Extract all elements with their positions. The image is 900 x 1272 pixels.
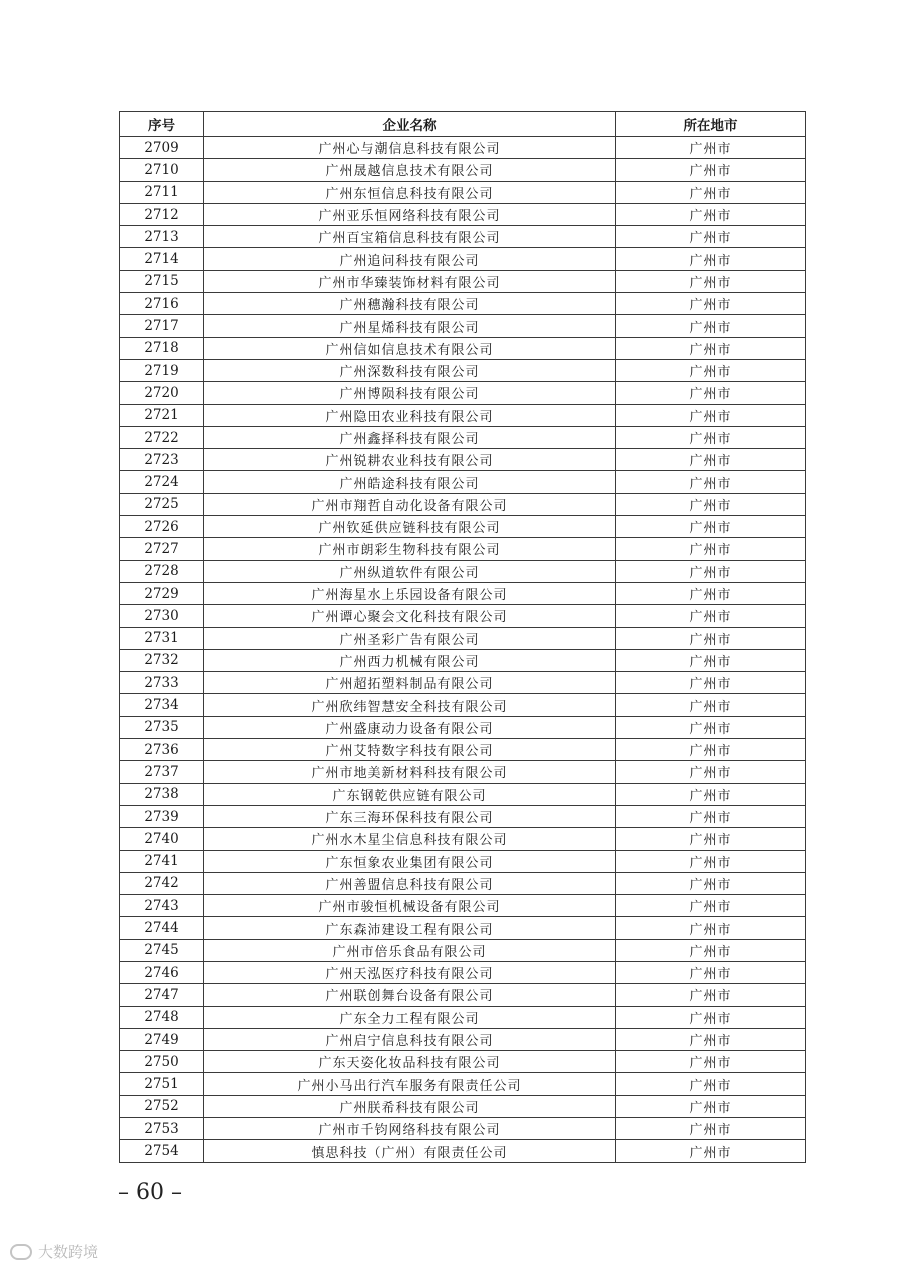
cell-city: 广州市	[616, 1028, 806, 1050]
cell-serial-number: 2745	[120, 939, 204, 961]
cell-city: 广州市	[616, 426, 806, 448]
table-row	[120, 1095, 806, 1117]
cell-serial-number: 2738	[120, 783, 204, 805]
cell-serial-number: 2716	[120, 293, 204, 315]
cell-company-name: 广东天姿化妆品科技有限公司	[204, 1051, 616, 1073]
cell-city: 广州市	[616, 159, 806, 181]
cell-company-name: 广州隐田农业科技有限公司	[204, 404, 616, 426]
cell-city: 广州市	[616, 939, 806, 961]
cell-city: 广州市	[616, 961, 806, 983]
cell-city: 广州市	[616, 560, 806, 582]
cell-serial-number: 2729	[120, 582, 204, 604]
company-table	[119, 111, 806, 1163]
cell-city: 广州市	[616, 783, 806, 805]
cell-company-name: 广东恒象农业集团有限公司	[204, 850, 616, 872]
cell-city: 广州市	[616, 1073, 806, 1095]
cell-city: 广州市	[616, 984, 806, 1006]
cell-city: 广州市	[616, 404, 806, 426]
cell-company-name: 广东三海环保科技有限公司	[204, 805, 616, 827]
cell-serial-number: 2719	[120, 359, 204, 381]
table-row	[120, 493, 806, 515]
cell-serial-number: 2709	[120, 137, 204, 159]
table-row	[120, 203, 806, 225]
cell-serial-number: 2722	[120, 426, 204, 448]
cell-serial-number: 2753	[120, 1118, 204, 1140]
cell-serial-number: 2747	[120, 984, 204, 1006]
cell-city: 广州市	[616, 1095, 806, 1117]
header-company-name: 企业名称	[204, 112, 616, 137]
table-row	[120, 137, 806, 159]
table-row	[120, 850, 806, 872]
cell-serial-number: 2742	[120, 872, 204, 894]
cell-city: 广州市	[616, 270, 806, 292]
table-row	[120, 1006, 806, 1028]
table-row	[120, 895, 806, 917]
cell-city: 广州市	[616, 649, 806, 671]
cell-company-name: 广州信如信息技术有限公司	[204, 337, 616, 359]
cell-city: 广州市	[616, 471, 806, 493]
table-header-row	[120, 112, 806, 137]
cell-serial-number: 2724	[120, 471, 204, 493]
cell-serial-number: 2735	[120, 716, 204, 738]
cell-company-name: 广州晟越信息技术有限公司	[204, 159, 616, 181]
cell-company-name: 广州市翔哲自动化设备有限公司	[204, 493, 616, 515]
cell-serial-number: 2718	[120, 337, 204, 359]
cell-serial-number: 2712	[120, 203, 204, 225]
table-row	[120, 1073, 806, 1095]
cell-company-name: 广州天泓医疗科技有限公司	[204, 961, 616, 983]
cell-serial-number: 2728	[120, 560, 204, 582]
cell-serial-number: 2711	[120, 181, 204, 203]
cell-serial-number: 2726	[120, 516, 204, 538]
table-row	[120, 337, 806, 359]
table-row	[120, 560, 806, 582]
cell-city: 广州市	[616, 1118, 806, 1140]
cell-city: 广州市	[616, 1140, 806, 1162]
cell-serial-number: 2727	[120, 538, 204, 560]
cell-serial-number: 2751	[120, 1073, 204, 1095]
cell-serial-number: 2725	[120, 493, 204, 515]
table-row	[120, 805, 806, 827]
table-body	[120, 137, 806, 1163]
table-row	[120, 828, 806, 850]
table-row	[120, 716, 806, 738]
cell-serial-number: 2714	[120, 248, 204, 270]
cell-company-name: 慎思科技（广州）有限责任公司	[204, 1140, 616, 1162]
cell-company-name: 广州追问科技有限公司	[204, 248, 616, 270]
cell-city: 广州市	[616, 248, 806, 270]
cell-company-name: 广东森沛建设工程有限公司	[204, 917, 616, 939]
cell-city: 广州市	[616, 895, 806, 917]
cell-company-name: 广东钢乾供应链有限公司	[204, 783, 616, 805]
cell-company-name: 广州市倍乐食品有限公司	[204, 939, 616, 961]
cell-company-name: 广州西力机械有限公司	[204, 649, 616, 671]
cell-company-name: 广州鑫择科技有限公司	[204, 426, 616, 448]
cell-serial-number: 2733	[120, 672, 204, 694]
cell-company-name: 广州穗瀚科技有限公司	[204, 293, 616, 315]
cell-serial-number: 2752	[120, 1095, 204, 1117]
cell-company-name: 广州市千钧网络科技有限公司	[204, 1118, 616, 1140]
cell-serial-number: 2750	[120, 1051, 204, 1073]
cell-company-name: 广州海星水上乐园设备有限公司	[204, 582, 616, 604]
table-row	[120, 694, 806, 716]
cell-serial-number: 2743	[120, 895, 204, 917]
cell-city: 广州市	[616, 382, 806, 404]
cell-serial-number: 2732	[120, 649, 204, 671]
cell-company-name: 广州市骏恒机械设备有限公司	[204, 895, 616, 917]
cell-serial-number: 2713	[120, 226, 204, 248]
table-row	[120, 649, 806, 671]
table-row	[120, 627, 806, 649]
watermark	[10, 1241, 98, 1262]
table-row	[120, 1028, 806, 1050]
cell-city: 广州市	[616, 716, 806, 738]
table-row	[120, 293, 806, 315]
cell-city: 广州市	[616, 493, 806, 515]
cell-company-name: 广州朕希科技有限公司	[204, 1095, 616, 1117]
cell-city: 广州市	[616, 605, 806, 627]
cell-company-name: 广州纵道软件有限公司	[204, 560, 616, 582]
cell-serial-number: 2717	[120, 315, 204, 337]
table-row	[120, 404, 806, 426]
cell-city: 广州市	[616, 293, 806, 315]
cell-serial-number: 2748	[120, 1006, 204, 1028]
cell-city: 广州市	[616, 850, 806, 872]
table-row	[120, 270, 806, 292]
cell-company-name: 广州谭心聚会文化科技有限公司	[204, 605, 616, 627]
watermark-text: 大数跨境	[38, 1243, 99, 1261]
cell-serial-number: 2744	[120, 917, 204, 939]
cell-city: 广州市	[616, 582, 806, 604]
cell-company-name: 广州博陨科技有限公司	[204, 382, 616, 404]
cell-serial-number: 2710	[120, 159, 204, 181]
table-row	[120, 226, 806, 248]
cell-city: 广州市	[616, 694, 806, 716]
watermark-logo-icon	[10, 1244, 32, 1260]
cell-city: 广州市	[616, 538, 806, 560]
table-row	[120, 939, 806, 961]
cell-serial-number: 2746	[120, 961, 204, 983]
table-row	[120, 917, 806, 939]
table-row	[120, 984, 806, 1006]
cell-company-name: 广州亚乐恒网络科技有限公司	[204, 203, 616, 225]
table-row	[120, 248, 806, 270]
table-row	[120, 1140, 806, 1162]
cell-company-name: 广州东恒信息科技有限公司	[204, 181, 616, 203]
cell-serial-number: 2715	[120, 270, 204, 292]
cell-serial-number: 2749	[120, 1028, 204, 1050]
table-row	[120, 1118, 806, 1140]
cell-city: 广州市	[616, 337, 806, 359]
header-serial-number: 序号	[120, 112, 204, 137]
table-row	[120, 516, 806, 538]
cell-company-name: 广州联创舞台设备有限公司	[204, 984, 616, 1006]
cell-city: 广州市	[616, 761, 806, 783]
cell-company-name: 广州深数科技有限公司	[204, 359, 616, 381]
table-row	[120, 159, 806, 181]
cell-serial-number: 2720	[120, 382, 204, 404]
table-row	[120, 1051, 806, 1073]
cell-city: 广州市	[616, 226, 806, 248]
cell-company-name: 广州艾特数字科技有限公司	[204, 739, 616, 761]
cell-company-name: 广州钦延供应链科技有限公司	[204, 516, 616, 538]
table-row	[120, 538, 806, 560]
cell-serial-number: 2741	[120, 850, 204, 872]
cell-city: 广州市	[616, 805, 806, 827]
cell-company-name: 广州百宝箱信息科技有限公司	[204, 226, 616, 248]
cell-city: 广州市	[616, 917, 806, 939]
cell-company-name: 广州水木星尘信息科技有限公司	[204, 828, 616, 850]
cell-company-name: 广州星烯科技有限公司	[204, 315, 616, 337]
cell-city: 广州市	[616, 872, 806, 894]
cell-company-name: 广州市朗彩生物科技有限公司	[204, 538, 616, 560]
table-row	[120, 783, 806, 805]
cell-company-name: 广州心与潮信息科技有限公司	[204, 137, 616, 159]
cell-serial-number: 2739	[120, 805, 204, 827]
cell-city: 广州市	[616, 1006, 806, 1028]
cell-company-name: 广州善盟信息科技有限公司	[204, 872, 616, 894]
table-row	[120, 761, 806, 783]
table-row	[120, 359, 806, 381]
table-row	[120, 426, 806, 448]
cell-city: 广州市	[616, 627, 806, 649]
table-row	[120, 739, 806, 761]
cell-company-name: 广州小马出行汽车服务有限责任公司	[204, 1073, 616, 1095]
cell-serial-number: 2734	[120, 694, 204, 716]
cell-serial-number: 2723	[120, 449, 204, 471]
cell-city: 广州市	[616, 181, 806, 203]
cell-city: 广州市	[616, 359, 806, 381]
cell-company-name: 广州启宁信息科技有限公司	[204, 1028, 616, 1050]
cell-city: 广州市	[616, 315, 806, 337]
cell-city: 广州市	[616, 516, 806, 538]
page-number: – 60 –	[118, 1180, 182, 1205]
table-row	[120, 872, 806, 894]
cell-city: 广州市	[616, 739, 806, 761]
table-row	[120, 181, 806, 203]
cell-city: 广州市	[616, 203, 806, 225]
cell-company-name: 广州圣彩广告有限公司	[204, 627, 616, 649]
table-row	[120, 449, 806, 471]
cell-serial-number: 2737	[120, 761, 204, 783]
table-row	[120, 471, 806, 493]
cell-company-name: 广州欣纬智慧安全科技有限公司	[204, 694, 616, 716]
cell-city: 广州市	[616, 1051, 806, 1073]
table-row	[120, 672, 806, 694]
cell-company-name: 广州市华臻装饰材料有限公司	[204, 270, 616, 292]
cell-city: 广州市	[616, 828, 806, 850]
cell-serial-number: 2730	[120, 605, 204, 627]
cell-company-name: 广州超拓塑料制品有限公司	[204, 672, 616, 694]
table-row	[120, 382, 806, 404]
cell-serial-number: 2754	[120, 1140, 204, 1162]
table-row	[120, 961, 806, 983]
header-city: 所在地市	[616, 112, 806, 137]
cell-serial-number: 2740	[120, 828, 204, 850]
cell-city: 广州市	[616, 137, 806, 159]
cell-company-name: 广州锐耕农业科技有限公司	[204, 449, 616, 471]
cell-company-name: 广州盛康动力设备有限公司	[204, 716, 616, 738]
cell-company-name: 广州皓途科技有限公司	[204, 471, 616, 493]
cell-serial-number: 2721	[120, 404, 204, 426]
table-row	[120, 605, 806, 627]
cell-serial-number: 2736	[120, 739, 204, 761]
cell-city: 广州市	[616, 449, 806, 471]
table-row	[120, 315, 806, 337]
cell-serial-number: 2731	[120, 627, 204, 649]
company-table-wrapper	[119, 111, 805, 1163]
table-row	[120, 582, 806, 604]
cell-city: 广州市	[616, 672, 806, 694]
cell-company-name: 广东全力工程有限公司	[204, 1006, 616, 1028]
cell-company-name: 广州市地美新材料科技有限公司	[204, 761, 616, 783]
